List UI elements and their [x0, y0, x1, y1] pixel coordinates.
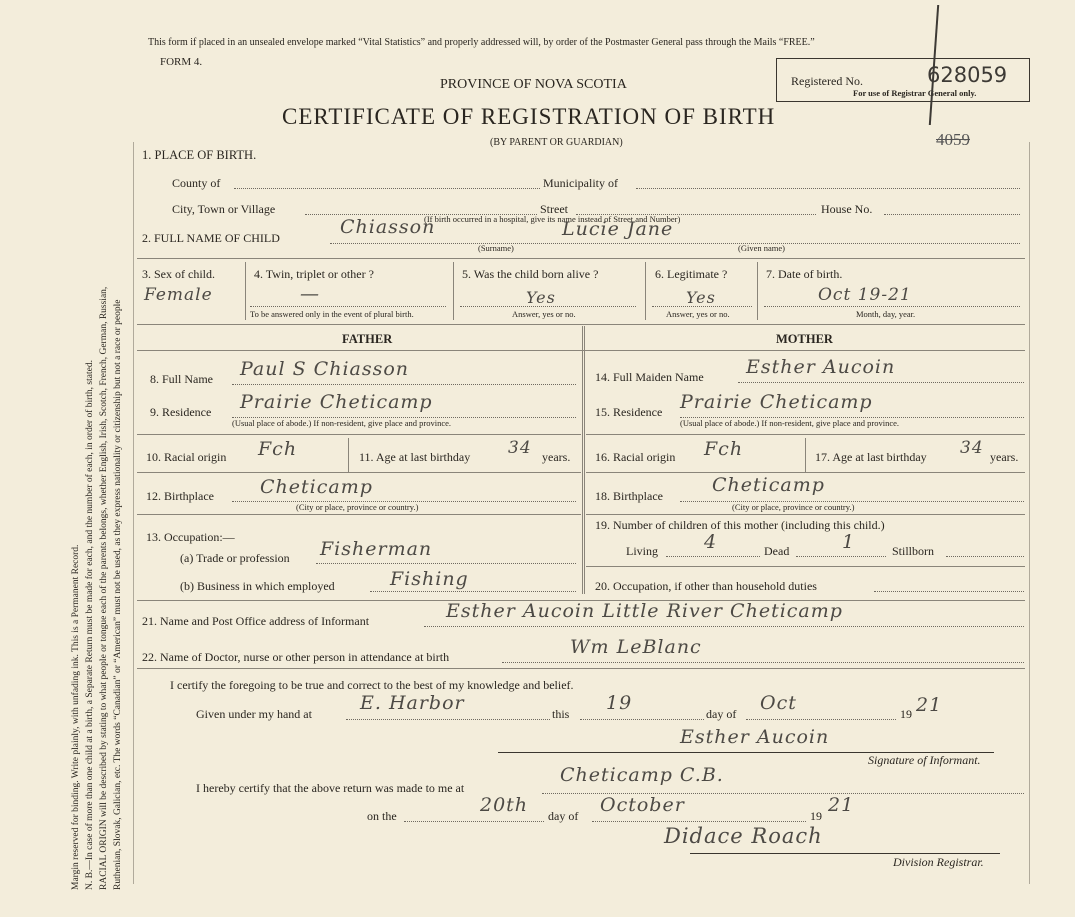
trade-line	[316, 563, 576, 564]
page-subtitle: (BY PARENT OR GUARDIAN)	[490, 137, 623, 148]
twin-value: —	[300, 283, 320, 305]
child-surname: Chiasson	[340, 216, 436, 238]
city-label: City, Town or Village	[172, 202, 276, 216]
municipality-label: Municipality of	[543, 176, 618, 190]
left-border	[133, 142, 134, 884]
county-line	[234, 188, 540, 189]
street-label: Street	[540, 202, 568, 216]
registration-day-line	[404, 821, 544, 822]
children-count-label: 19. Number of children of this mother (including this child.)	[595, 518, 885, 532]
dob-line	[764, 306, 1020, 307]
certify-month: Oct	[760, 692, 797, 714]
mother-name-line	[738, 382, 1024, 383]
certify-year: 21	[916, 694, 943, 716]
row-divider	[137, 472, 581, 473]
legitimate-note: Answer, yes or no.	[666, 309, 730, 319]
living-label: Living	[626, 544, 658, 558]
twin-note: To be answered only in the event of plural birth.	[250, 309, 414, 319]
mother-residence: Prairie Cheticamp	[680, 391, 873, 413]
registrar-label: Division Registrar.	[893, 855, 984, 869]
father-residence-label: 9. Residence	[150, 405, 212, 419]
hereby-text: I hereby certify that the above return was made to me at	[196, 781, 465, 795]
margin-note-racial-origin: RACIAL ORIGIN will be described by stating to what people or tongue each of the parents belongs, whether English, Irish, Scotch, French, German, Russian,	[99, 286, 109, 890]
doctor-label: 22. Name of Doctor, nurse or other person in attendance at birth	[142, 650, 450, 664]
parents-divider	[582, 326, 585, 594]
form-number: FORM 4.	[160, 56, 203, 68]
trade-label: (a) Trade or profession	[180, 551, 290, 565]
business-line	[370, 591, 576, 592]
right-border	[1029, 142, 1030, 884]
living-count: 4	[704, 531, 718, 553]
mother-race-label: 16. Racial origin	[595, 450, 676, 464]
surname-note: (Surname)	[478, 243, 514, 253]
father-birthplace-label: 12. Birthplace	[146, 489, 214, 503]
informant-value: Esther Aucoin Little River Cheticamp	[446, 600, 843, 622]
father-residence-note: (Usual place of abode.) If non-resident, give place and province.	[232, 418, 452, 428]
twin-line	[250, 306, 446, 307]
mother-age-label: 17. Age at last birthday	[815, 450, 927, 464]
certify-text: I certify the foregoing to be true and correct to the best of my knowledge and belief.	[170, 678, 574, 692]
sex-value: Female	[144, 285, 213, 305]
on-the-label: on the	[367, 809, 397, 823]
municipality-line	[636, 188, 1020, 189]
year-prefix: 19	[900, 707, 912, 721]
informant-signature-label: Signature of Informant.	[868, 753, 981, 767]
doctor-value: Wm LeBlanc	[570, 636, 702, 658]
row-divider	[586, 472, 1025, 473]
row-divider	[137, 668, 1025, 669]
mother-birthplace-note: (City or place, province or country.)	[732, 502, 855, 512]
registration-month: October	[600, 794, 685, 816]
given-under-label: Given under my hand at	[196, 707, 312, 721]
column-divider	[645, 262, 646, 320]
dead-count: 1	[842, 531, 856, 553]
row-divider	[586, 434, 1025, 435]
house-number-label: House No.	[821, 202, 873, 216]
row-divider	[137, 258, 1025, 259]
living-line	[666, 556, 760, 557]
father-birthplace-note: (City or place, province or country.)	[296, 502, 419, 512]
legitimate-value: Yes	[686, 288, 716, 307]
informant-line	[424, 626, 1024, 627]
child-name-line	[330, 243, 1020, 244]
mother-birthplace: Cheticamp	[712, 474, 825, 496]
hospital-note: (If birth occurred in a hospital, give its name instead of Street and Number)	[424, 214, 681, 224]
column-divider	[348, 438, 349, 472]
mother-name: Esther Aucoin	[746, 356, 896, 378]
registered-number: 628059	[927, 63, 1008, 87]
row-divider	[586, 566, 1025, 567]
margin-note-binding: Margin reserved for binding. Write plainly, with unfading ink. This is a Permanent Record.	[71, 544, 81, 890]
dead-label: Dead	[764, 544, 790, 558]
mail-notice: This form if placed in an unsealed envelope marked “Vital Statistics” and properly addressed will, by order of the Postmaster General pass through the Mails “FREE.”	[148, 37, 815, 48]
dob-value: Oct 19-21	[818, 285, 912, 305]
stillborn-line	[946, 556, 1024, 557]
registrar-signature-line	[690, 853, 1000, 854]
mother-residence-label: 15. Residence	[595, 405, 663, 419]
registration-year-prefix: 19	[810, 809, 822, 823]
province-heading: PROVINCE OF NOVA SCOTIA	[440, 77, 627, 92]
column-divider	[453, 262, 454, 320]
father-race: Fch	[258, 438, 298, 460]
dob-label: 7. Date of birth.	[766, 267, 843, 281]
legitimate-line	[652, 306, 752, 307]
certify-day: 19	[606, 692, 633, 714]
column-divider	[245, 262, 246, 320]
mother-age: 34	[960, 438, 984, 458]
doctor-line	[502, 662, 1024, 663]
row-divider	[137, 514, 581, 515]
row-divider	[137, 350, 1025, 351]
mother-occupation-line	[874, 591, 1024, 592]
mother-birthplace-label: 18. Birthplace	[595, 489, 663, 503]
month-line	[746, 719, 896, 720]
business-label: (b) Business in which employed	[180, 579, 335, 593]
registration-day-of-label: day of	[548, 809, 579, 823]
registration-day: 20th	[480, 794, 529, 816]
father-business: Fishing	[390, 568, 469, 590]
legitimate-label: 6. Legitimate ?	[655, 267, 728, 281]
dob-note: Month, day, year.	[856, 309, 916, 319]
father-race-label: 10. Racial origin	[146, 450, 227, 464]
father-residence: Prairie Cheticamp	[240, 391, 433, 413]
sex-label: 3. Sex of child.	[142, 267, 215, 281]
certify-place: E. Harbor	[360, 692, 465, 714]
alive-label: 5. Was the child born alive ?	[462, 267, 599, 281]
father-name-label: 8. Full Name	[150, 372, 213, 386]
father-birthplace: Cheticamp	[260, 476, 373, 498]
registrar-use-note: For use of Registrar General only.	[853, 88, 977, 98]
alive-line	[460, 306, 636, 307]
father-years-label: years.	[542, 450, 571, 464]
mother-occupation-label: 20. Occupation, if other than household duties	[595, 579, 817, 593]
given-place-line	[346, 719, 550, 720]
mother-years-label: years.	[990, 450, 1019, 464]
registered-number-box	[776, 58, 1030, 102]
registrar-signature: Didace Roach	[664, 824, 823, 848]
row-divider	[137, 324, 1025, 325]
father-header: FATHER	[342, 332, 393, 346]
margin-note-nationality: Ruthenian, Slovak, Galician, etc. The words “Canadian” or “American” must not be used, as they express nationality or citizenship but not a race or people	[113, 299, 123, 890]
column-divider	[805, 438, 806, 472]
father-age: 34	[508, 438, 532, 458]
house-line	[884, 214, 1020, 215]
alive-note: Answer, yes or no.	[512, 309, 576, 319]
informant-signature: Esther Aucoin	[680, 726, 830, 748]
row-divider	[586, 514, 1025, 515]
mother-name-label: 14. Full Maiden Name	[595, 370, 704, 384]
place-of-birth-label: 1. PLACE OF BIRTH.	[142, 148, 257, 162]
row-divider	[137, 434, 581, 435]
mother-residence-note: (Usual place of abode.) If non-resident, give place and province.	[680, 418, 900, 428]
registration-year: 21	[828, 794, 855, 816]
county-label: County of	[172, 176, 221, 190]
father-trade: Fisherman	[320, 538, 433, 560]
father-age-label: 11. Age at last birthday	[359, 450, 471, 464]
day-of-label: day of	[706, 707, 737, 721]
mother-header: MOTHER	[776, 332, 833, 346]
occupation-label: 13. Occupation:—	[146, 530, 235, 544]
given-name-note: (Given name)	[738, 243, 785, 253]
child-name-label: 2. FULL NAME OF CHILD	[142, 231, 280, 245]
dead-line	[796, 556, 886, 557]
this-label: this	[552, 707, 570, 721]
father-name: Paul S Chiasson	[240, 358, 410, 380]
father-name-line	[232, 384, 576, 385]
page-title: CERTIFICATE OF REGISTRATION OF BIRTH	[282, 104, 776, 129]
twin-label: 4. Twin, triplet or other ?	[254, 267, 374, 281]
registration-month-line	[592, 821, 806, 822]
margin-note-multiple-birth: N. B.—In case of more than one child at a birth, a Separate Return must be made for each, and the number of each, in order of birth, stated.	[85, 360, 95, 890]
child-given-name: Lucie Jane	[562, 218, 674, 240]
stillborn-label: Stillborn	[892, 544, 935, 558]
registered-label: Registered No.	[791, 74, 863, 88]
corner-number: 4059	[936, 130, 970, 149]
alive-value: Yes	[526, 288, 556, 307]
registration-place: Cheticamp C.B.	[560, 764, 724, 786]
mother-race: Fch	[704, 438, 744, 460]
day-line	[580, 719, 704, 720]
column-divider	[757, 262, 758, 320]
informant-label: 21. Name and Post Office address of Informant	[142, 614, 370, 628]
